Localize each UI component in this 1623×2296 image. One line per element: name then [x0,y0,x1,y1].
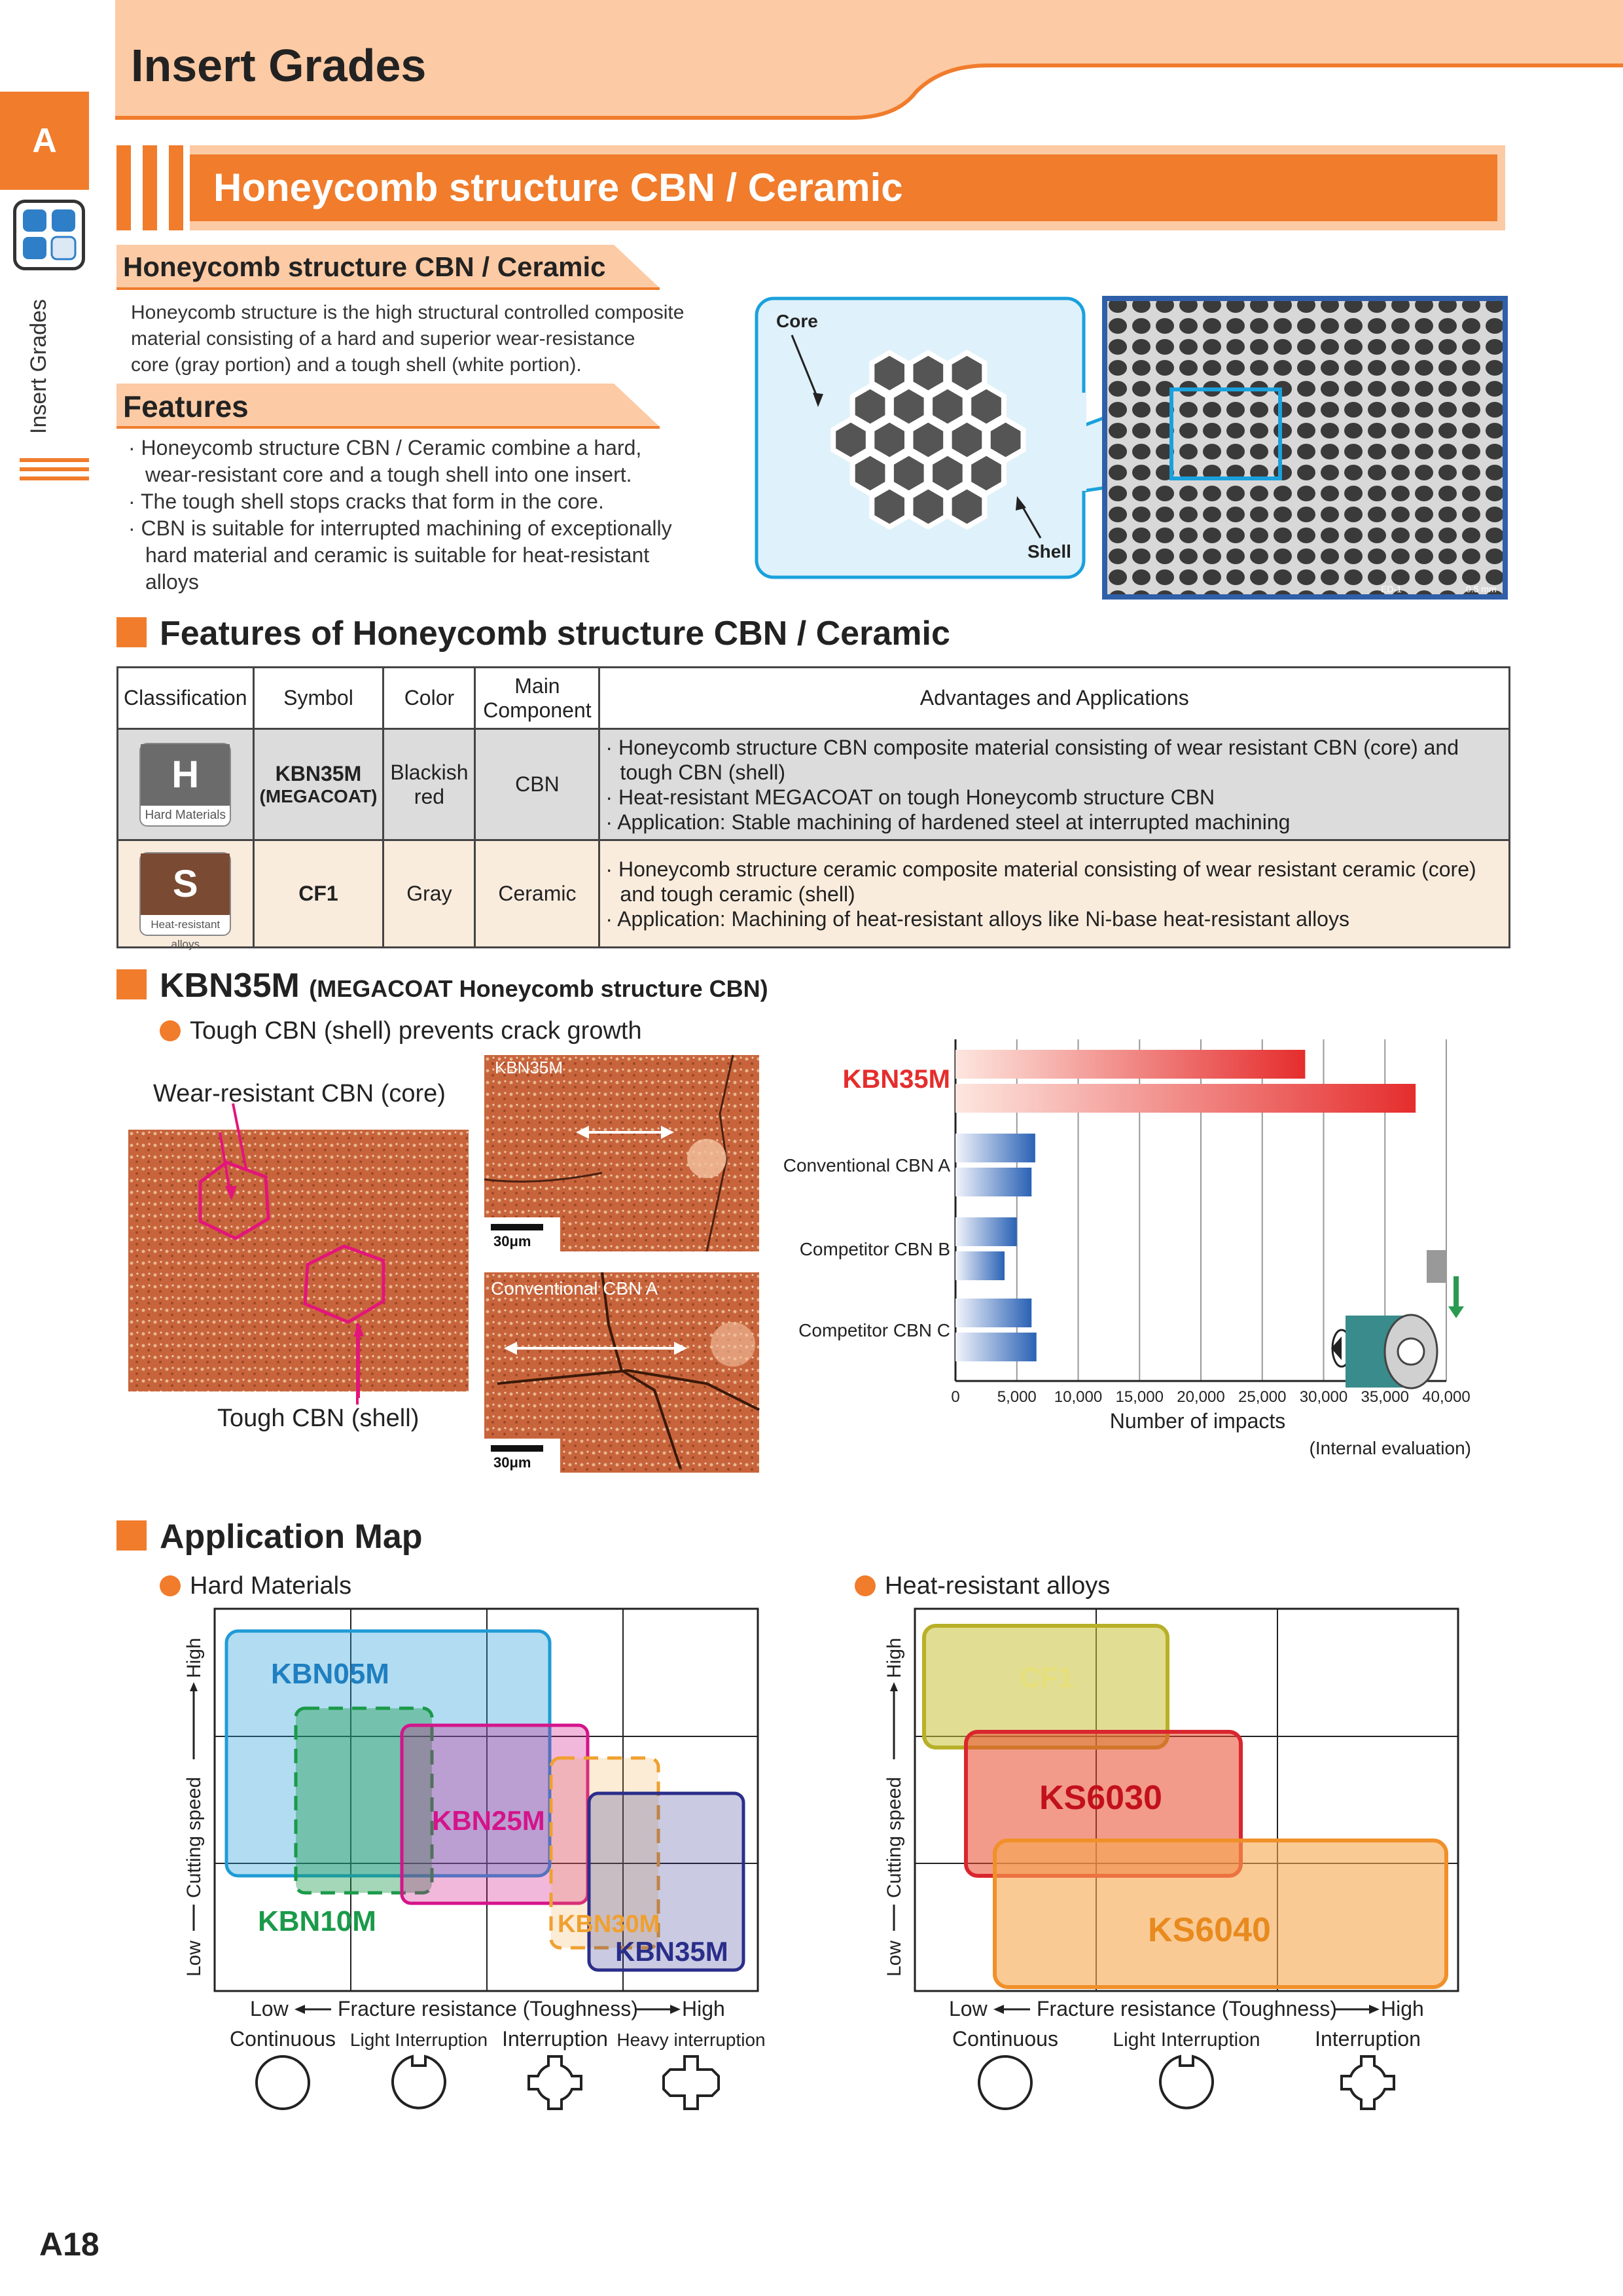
svg-text:High: High [1381,1997,1424,2020]
grade-label: KBN30M [558,1910,660,1938]
table-row [118,729,1510,840]
y-axis [183,1638,205,1977]
advantage-line: · Honeycomb structure ceramic composite material consisting of wear resistant ceramic (core) [605,857,1476,881]
svg-text:High: High [682,1997,725,2020]
x-category: Interruption [1315,2027,1421,2051]
honeycomb-cell [911,486,946,527]
x-tick-label: 5,000 [997,1388,1037,1406]
diagram-scale-left: ED-1 [1381,584,1402,594]
x-tick-label: 20,000 [1177,1388,1225,1406]
continuous-icon [257,2056,309,2109]
svg-text:Low: Low [183,1940,205,1977]
app-map-title: Application Map [116,1517,423,1556]
grade-category-icon [13,200,85,270]
internal-note: (Internal evaluation) [1309,1438,1471,1458]
svg-text:Fracture resistance (Toughness: Fracture resistance (Toughness) [338,1997,638,2020]
feature-table-title: Features of Honeycomb structure CBN / Ceramic [116,614,950,653]
x-category: Light Interruption [1113,2029,1260,2051]
bar [955,1333,1037,1361]
chart-ticks [951,1388,1470,1406]
photo-scale: 30μm [493,1233,531,1249]
core-photo-label: Wear-resistant CBN (core) [153,1080,446,1107]
svg-text:Fracture resistance (Toughness: Fracture resistance (Toughness) [1037,1997,1337,2020]
grade-label: KS6030 [1039,1779,1162,1817]
col-color: Color [383,668,475,729]
class-badge-s: S Heat-resistant alloys [139,852,231,936]
interruption-icon [1342,2056,1394,2109]
x-axis-label: Number of impacts [1109,1409,1286,1433]
y-axis [883,1638,905,1977]
intro-line: Honeycomb structure is the high structural controlled composite [131,302,685,323]
feature-line: · Honeycomb structure CBN / Ceramic combine a hard, [128,436,642,459]
continuous-icon [979,2056,1031,2109]
category-label: KBN35M [842,1065,950,1094]
core-label: Core [776,311,818,331]
banner-title: Honeycomb structure CBN / Ceramic [190,154,1497,221]
side-divider [20,458,89,486]
bar [955,1217,1017,1246]
interruption-icon [529,2056,581,2109]
hard-map-label: Hard Materials [160,1572,351,1600]
x-tick-label: 35,000 [1361,1388,1409,1406]
advantage-line: and tough ceramic (shell) [620,882,855,906]
x-category: Light Interruption [349,2030,488,2050]
bar [955,1251,1005,1280]
pointer-lines [102,1113,495,1466]
svg-text:Low: Low [949,1997,988,2020]
intro-line: core (gray portion) and a tough shell (white portion). [131,354,582,376]
feature-line: hard material and ceramic is suitable for heat-resistant alloys [145,543,650,594]
bar [955,1050,1305,1079]
svg-text:High: High [183,1638,205,1678]
impact-chart [772,1034,1505,1466]
photo-scale: 30μm [493,1454,531,1471]
kbn35m-crack-photo [484,1055,759,1251]
svg-text:Low: Low [883,1940,905,1977]
shell-photo-label: Tough CBN (shell) [217,1405,419,1432]
test-workpiece-icon [1331,1250,1464,1388]
chart-categories [783,1065,951,1340]
grade-label: KBN35M [615,1936,728,1967]
svg-text:Low: Low [250,1997,289,2020]
grade-label: CF1 [1020,1662,1075,1694]
symbol: CF1 [253,840,383,948]
class-badge-h: H Hard Materials [139,743,231,827]
kbn35m-bullet: Tough CBN (shell) prevents crack growth [160,1017,642,1045]
grade-label: KBN05M [271,1658,389,1690]
color-value: Blackish red [383,729,475,840]
category-label: Competitor CBN C [798,1320,950,1340]
bar [955,1084,1416,1113]
feature-table [116,666,1510,948]
x-axis [250,1997,725,2020]
photo1-label: KBN35M [495,1058,563,1077]
side-label: Insert Grades [26,299,51,434]
col-symbol: Symbol [253,668,383,729]
x-axis [949,1997,1424,2020]
svg-text:Cutting speed: Cutting speed [183,1776,205,1898]
kbn35m-title: KBN35M (MEGACOAT Honeycomb structure CBN) [116,966,768,1005]
x-tick-label: 30,000 [1299,1388,1348,1406]
component-value: Ceramic [475,840,599,948]
chart-bars [955,1050,1416,1361]
grade-label: KS6040 [1148,1911,1271,1949]
x-category: Interruption [502,2027,608,2051]
color-value: Gray [383,840,475,948]
feature-line: wear-resistant core and a tough shell into one insert. [145,463,632,486]
x-category: Heavy interruption [616,2030,766,2050]
light-interruption-icon [1160,2056,1213,2108]
diagram-scale-right: 0.5 mm [1466,584,1497,594]
grade-label: KBN25M [432,1805,545,1836]
page-title: Insert Grades [131,40,427,91]
shell-label: Shell [1027,541,1071,562]
feature-line: · CBN is suitable for interrupted machining of exceptionally [128,516,672,540]
bar [955,1134,1035,1162]
advantage-line: · Application: Machining of heat-resistant alloys like Ni-base heat-resistant alloys [605,906,1349,931]
light-interruption-icon [393,2056,445,2108]
conventional-crack-photo [484,1272,759,1473]
feature-line: · The tough shell stops cracks that form in the core. [128,490,604,513]
grade-label: KBN10M [258,1905,376,1937]
x-category: Continuous [230,2027,336,2051]
honeycomb-diagram [753,295,1512,602]
heavy-interruption-icon [664,2056,719,2109]
x-category: Continuous [952,2027,1058,2051]
bar [955,1168,1031,1196]
x-tick-label: 0 [951,1388,960,1406]
advantage-line: tough CBN (shell) [620,760,785,784]
x-tick-label: 15,000 [1115,1388,1164,1406]
features-subtitle: Features [123,389,249,423]
intro-subtitle: Honeycomb structure CBN / Ceramic [123,251,606,282]
x-tick-label: 40,000 [1422,1388,1471,1406]
intro-line: material consisting of a hard and superior wear-resistance [131,328,635,350]
hard-materials-map [177,1604,779,2114]
honeycomb-cell [950,486,985,527]
section-tab[interactable]: A [0,92,89,190]
heat-map-label: Heat-resistant alloys [855,1572,1110,1600]
bar [955,1299,1031,1327]
table-row [118,840,1510,948]
honeycomb-cell [872,486,907,527]
photo2-label: Conventional CBN A [491,1278,658,1299]
svg-text:High: High [883,1638,905,1678]
col-classification: Classification [118,668,254,729]
x-tick-label: 25,000 [1238,1388,1287,1406]
section-banner [190,145,1505,230]
component-value: CBN [475,729,599,840]
page-number: A18 [39,2226,99,2263]
category-label: Competitor CBN B [799,1239,950,1259]
col-component: Main Component [475,668,599,729]
x-tick-label: 10,000 [1054,1388,1103,1406]
advantage-line: · Heat-resistant MEGACOAT on tough Honeycomb structure CBN [605,785,1215,809]
symbol: KBN35M [275,762,362,785]
col-advantages: Advantages and Applications [599,668,1510,729]
advantage-line: · Application: Stable machining of hardened steel at interrupted machining [605,810,1291,834]
advantage-line: · Honeycomb structure CBN composite material consisting of wear resistant CBN (core) and [605,735,1459,759]
category-label: Conventional CBN A [783,1155,950,1175]
symbol-sub: (MEGACOAT) [259,786,378,806]
heat-resistant-map [877,1604,1479,2114]
svg-text:Cutting speed: Cutting speed [883,1776,905,1898]
